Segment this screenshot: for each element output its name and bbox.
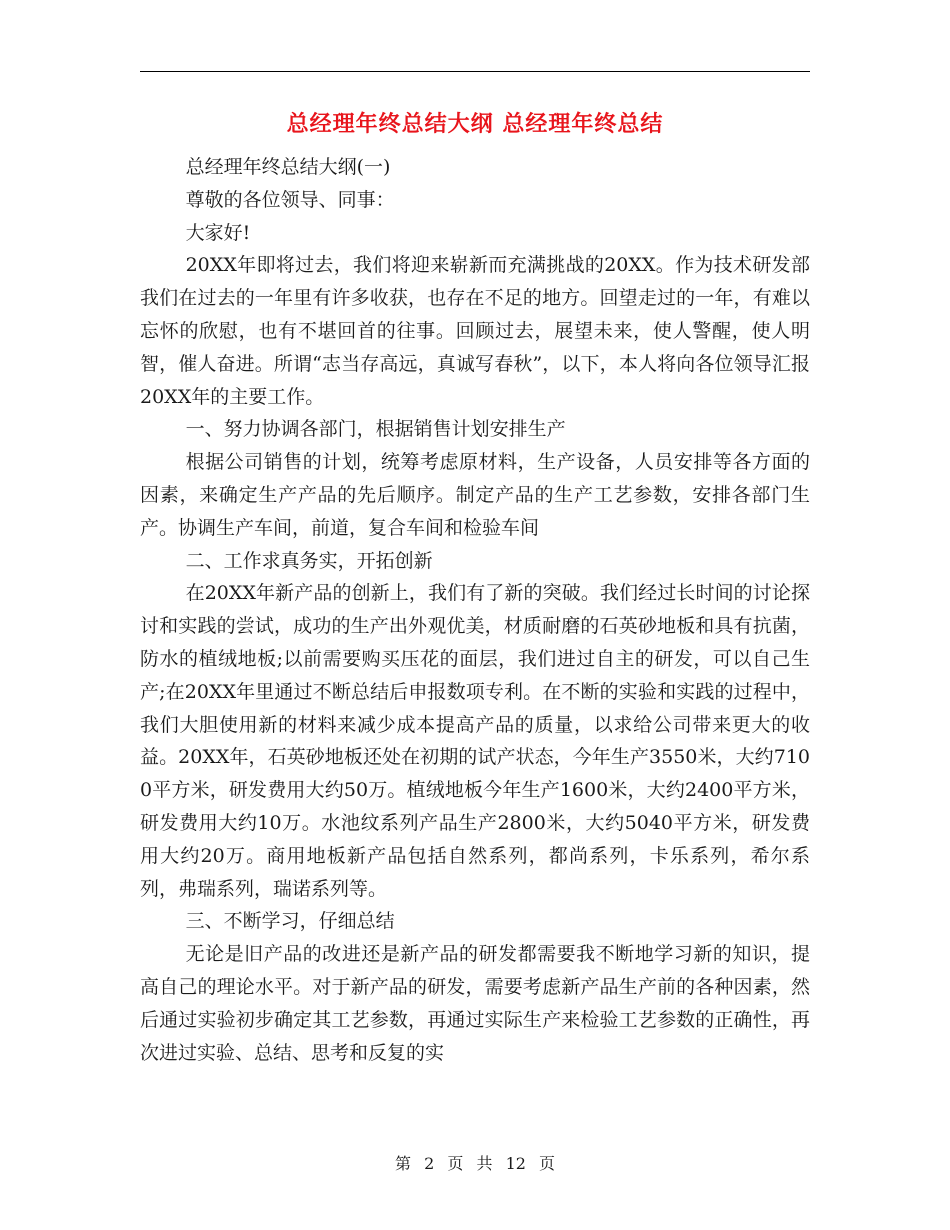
- section-paragraph-3: 无论是旧产品的改进还是新产品的研发都需要我不断地学习新的知识，提高自己的理论水平。对于新产品的研发，需要考虑新产品生产前的各种因素，然后通过实验初步确定其工艺参数，再通过实际生产来检验工艺参数的正确性，再次进过实验、总结、思考和反复的实: [140, 943, 810, 1064]
- section-heading-2: 二、工作求真务实，开拓创新: [185, 549, 433, 572]
- page-label-mid: 页: [447, 1154, 464, 1173]
- current-page-number: 2: [424, 1154, 435, 1173]
- header-rule: [140, 71, 810, 72]
- page-footer: [0, 1152, 950, 1176]
- total-pages-number: 12: [505, 1154, 526, 1173]
- section-heading-3: 三、不断学习，仔细总结: [185, 910, 395, 933]
- greeting: 大家好!: [185, 221, 251, 244]
- page-label-total-prefix: 共: [476, 1154, 493, 1173]
- page-label-suffix: 页: [539, 1154, 556, 1173]
- document-body: [140, 151, 810, 1069]
- page-label-prefix: 第: [394, 1154, 411, 1173]
- section-paragraph-1: 根据公司销售的计划，统筹考虑原材料，生产设备，人员安排等各方面的因素，来确定生产产品的先后顺序。制定产品的生产工艺参数，安排各部门生产。协调生产车间，前道，复合车间和检验车间: [140, 451, 810, 539]
- intro-paragraph: 20XX年即将过去，我们将迎来崭新而充满挑战的20XX。作为技术研发部我们在过去的一年里有许多收获，也存在不足的地方。回望走过的一年，有难以忘怀的欣慰，也有不堪回首的往事。回顾过去，展望未来，使人警醒，使人明智，催人奋进。所谓“志当存高远，真诚写春秋”，以下，本人将向各位领导汇报20XX年的主要工作。: [140, 254, 810, 408]
- section-paragraph-2: 在20XX年新产品的创新上，我们有了新的突破。我们经过长时间的讨论探讨和实践的尝试，成功的生产出外观优美，材质耐磨的石英砂地板和具有抗菌，防水的植绒地板;以前需要购买压花的面层，我们进过自主的研发，可以自己生产;在20XX年里通过不断总结后申报数项专利。在不断的实验和实践的过程中，我们大胆使用新的材料来减少成本提高产品的质量，以求给公司带来更大的收益。20XX年，石英砂地板还处在初期的试产状态，今年生产3550米，大约7100平方米，研发费用大约50万。植绒地板今年生产1600米，大约2400平方米，研发费用大约10万。水池纹系列产品生产2800米，大约5040平方米，研发费用大约20万。商用地板新产品包括自然系列，都尚系列，卡乐系列，希尔系列，弗瑞系列，瑞诺系列等。: [140, 582, 810, 900]
- document-title: 总经理年终总结大纲 总经理年终总结: [286, 112, 664, 137]
- salutation: 尊敬的各位领导、同事：: [185, 188, 395, 211]
- outline-heading: 总经理年终总结大纲(一): [185, 156, 391, 178]
- section-heading-1: 一、努力协调各部门，根据销售计划安排生产: [185, 418, 566, 441]
